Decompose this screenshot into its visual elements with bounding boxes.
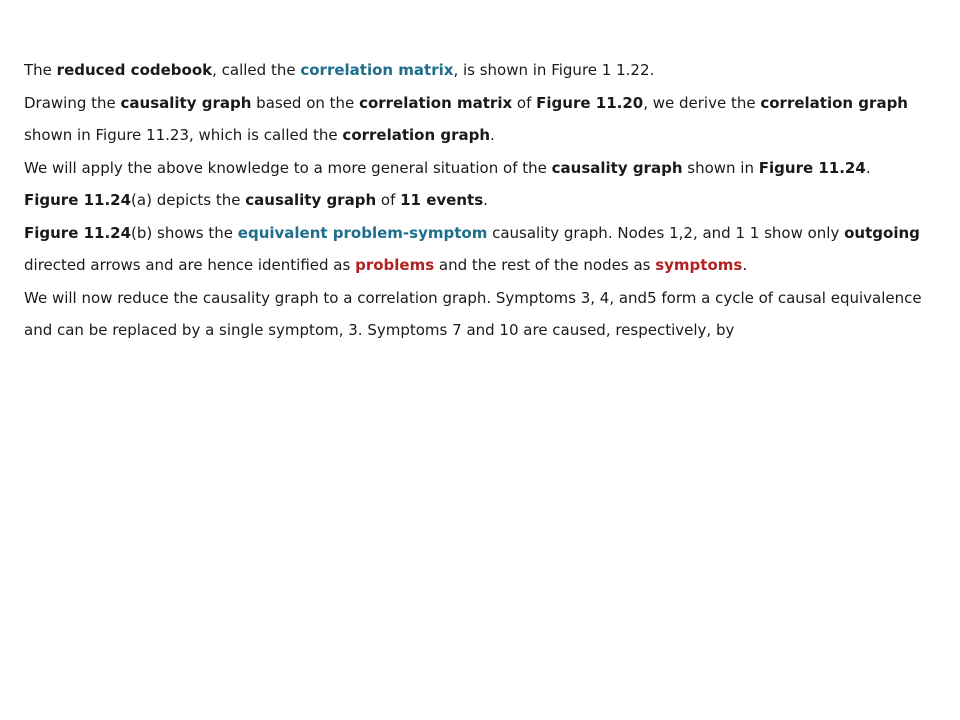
p3-text-2: shown in (682, 158, 759, 177)
p1-term-reduced-codebook: reduced codebook (56, 61, 213, 79)
p3-text-1: We will apply the above knowledge to a more general situation of the (24, 158, 552, 177)
p4-term-figure-11-24: Figure 11.24 (24, 191, 132, 209)
p1-text-2: , called the (212, 61, 301, 79)
paragraph-6 (24, 282, 936, 347)
paragraph-1 (24, 54, 936, 87)
p2-term-correlation-graph-2: correlation graph (342, 126, 491, 144)
p4-term-causality-graph: causality graph (245, 191, 377, 209)
p2-text-5: shown in Figure 11.23, which is called the (24, 126, 343, 144)
p2-text-4: , we derive the (643, 93, 761, 112)
p1-term-correlation-matrix: correlation matrix (300, 61, 454, 79)
p5-term-problems: problems (355, 256, 435, 274)
p4-term-11-events: 11 events (400, 191, 484, 209)
p5-text-5: . (742, 256, 748, 274)
p1-text-3: , is shown in Figure 1 1.22. (453, 61, 655, 79)
p4-text-2: of (376, 191, 401, 209)
p5-text-3: directed arrows and are hence identified as (24, 256, 356, 274)
p3-term-causality-graph: causality graph (551, 158, 683, 177)
p2-text-2: based on the (251, 93, 360, 112)
p5-term-symptoms: symptoms (655, 256, 743, 274)
paragraph-4 (24, 184, 936, 217)
p4-text-1: (a) depicts the (131, 191, 246, 209)
p5-term-equivalent-problem-symptom: equivalent problem-symptom (237, 223, 488, 242)
slide-body (24, 54, 936, 347)
p3-term-figure-11-24: Figure 11.24 (758, 158, 866, 177)
p3-text-3: . (865, 158, 871, 177)
p5-text-1: (b) shows the (131, 223, 238, 242)
p2-term-correlation-matrix: correlation matrix (359, 93, 513, 112)
paragraph-3 (24, 152, 936, 185)
p2-text-3: of (512, 93, 537, 112)
p5-term-figure-11-24: Figure 11.24 (24, 223, 132, 242)
p5-text-2: causality graph. Nodes 1,2, and 1 1 show only (487, 223, 845, 242)
p6-text-1: We will now reduce the causality graph to a correlation graph. Symptoms 3, 4, and5 form a cycle of causal equivalence and can be replaced by a single symptom, 3. Symptoms 7 and 10 are caused, respectively, by (24, 288, 922, 339)
p2-text-6: . (490, 126, 495, 144)
p2-term-figure-11-20: Figure 11.20 (536, 93, 644, 112)
p2-term-causality-graph: causality graph (120, 93, 252, 112)
p2-text-1: Drawing the (24, 93, 121, 112)
p5-text-4: and the rest of the nodes as (434, 256, 656, 274)
paragraph-5 (24, 217, 936, 282)
p1-text-1: The (24, 61, 57, 79)
paragraph-2 (24, 87, 936, 152)
p5-term-outgoing: outgoing (844, 223, 920, 242)
p2-term-correlation-graph: correlation graph (760, 93, 908, 112)
p4-text-3: . (483, 191, 488, 209)
